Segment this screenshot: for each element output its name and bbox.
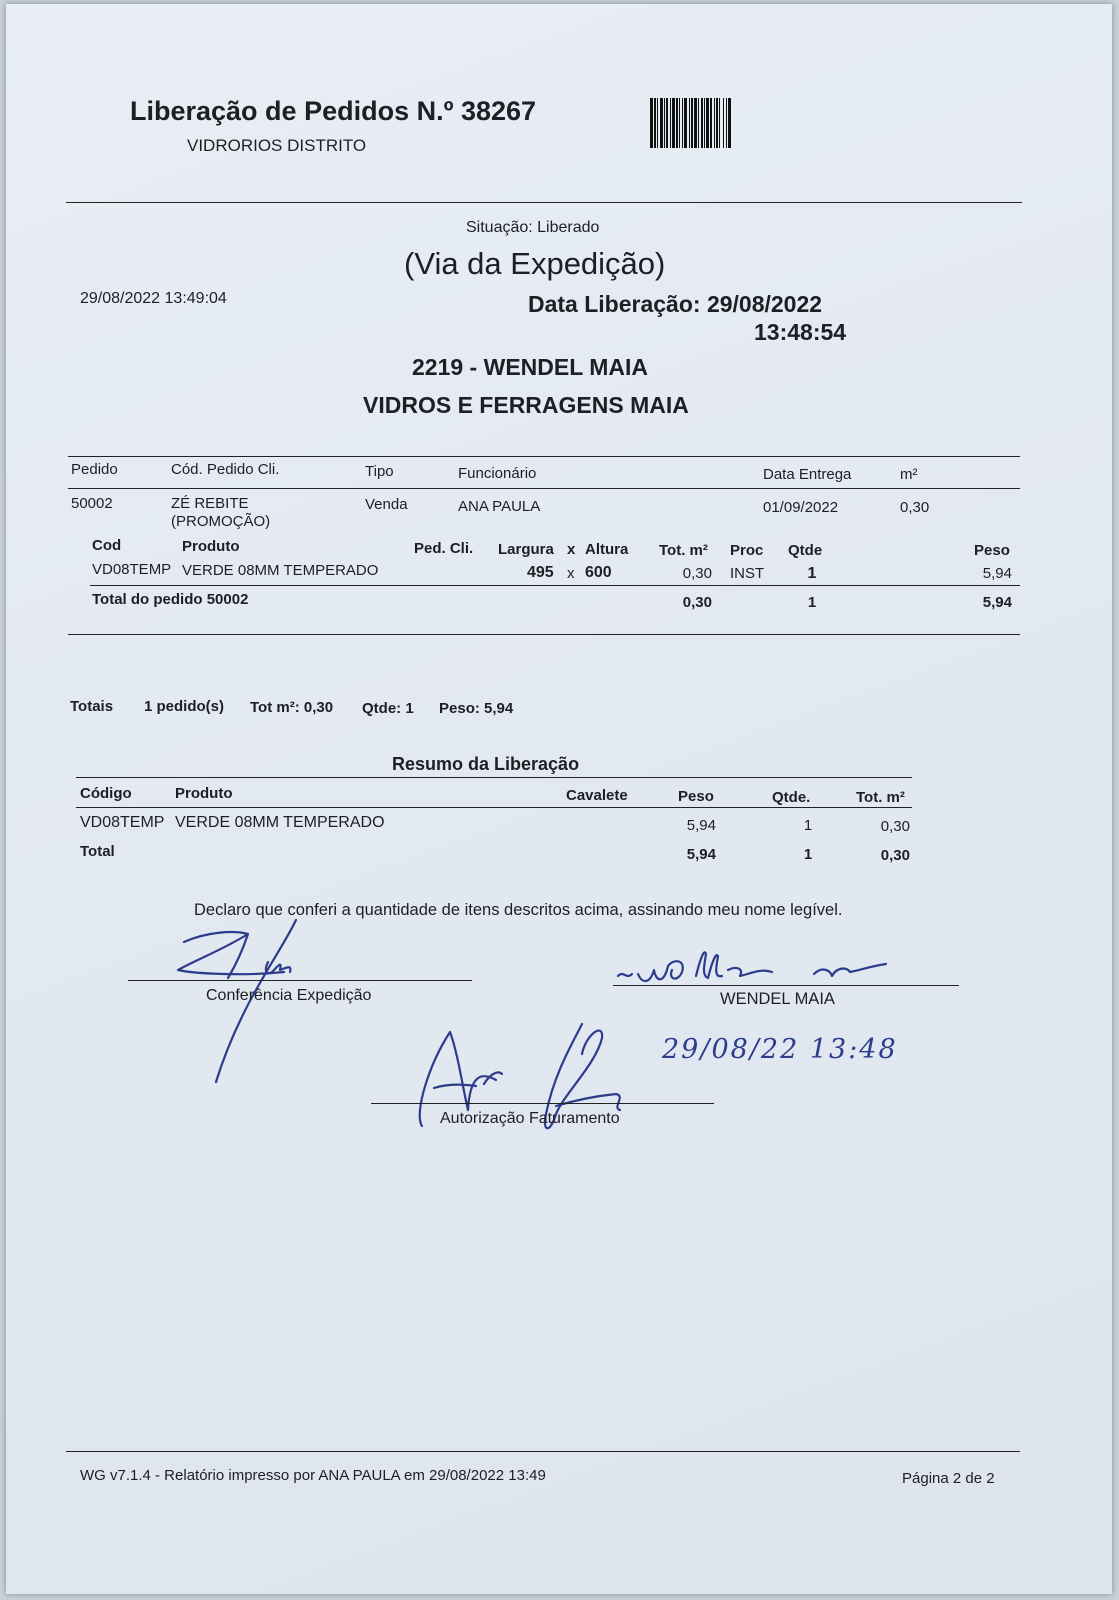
col-data-entrega-header: Data Entrega (763, 466, 852, 483)
item-code: VD08TEMP (92, 561, 172, 578)
order-table-top-line (68, 456, 1020, 457)
via-label: (Via da Expedição) (404, 246, 666, 281)
summary-row-product: VERDE 08MM TEMPERADO (175, 814, 385, 831)
order-total-qtde: 1 (807, 594, 817, 611)
conferencia-label: Conferência Expedição (206, 987, 372, 1004)
report-title: Liberação de Pedidos N.º 38267 (130, 96, 537, 126)
summary-col-peso-header: Peso (678, 788, 714, 805)
item-col-ped-cli-header: Ped. Cli. (414, 540, 474, 557)
order-header-line (68, 488, 1020, 489)
summary-row-tot-m2: 0,30 (880, 818, 910, 835)
summary-col-codigo-header: Código (80, 785, 132, 802)
order-client-code-promo: (PROMOÇÃO) (171, 513, 271, 530)
col-cod-pedido-cli-header: Cód. Pedido Cli. (171, 461, 280, 478)
client-name: 2219 - WENDEL MAIA (412, 354, 649, 380)
item-x: x (567, 565, 575, 582)
release-time: 13:48:54 (754, 319, 847, 345)
item-height: 600 (585, 564, 612, 581)
totals-label: Totais (70, 698, 114, 715)
item-proc: INST (730, 565, 765, 582)
report-page (6, 4, 1112, 1594)
summary-total-tot-m2: 0,30 (880, 847, 910, 864)
summary-col-cavalete-header: Cavalete (566, 787, 628, 804)
col-pedido-header: Pedido (71, 461, 118, 478)
order-employee: ANA PAULA (458, 498, 541, 515)
summary-row-code: VD08TEMP (80, 814, 165, 831)
summary-title: Resumo da Liberação (392, 754, 580, 774)
item-col-altura-header: Altura (585, 541, 629, 558)
order-total-m2: 0,30 (682, 594, 712, 611)
item-col-tot-m2-header: Tot. m² (659, 542, 708, 559)
situation-status: Situação: Liberado (466, 219, 600, 236)
order-delivery-date: 01/09/2022 (763, 499, 839, 516)
item-col-cod-header: Cod (92, 537, 122, 554)
company-name: VIDRORIOS DISTRITO (187, 136, 367, 155)
item-width: 495 (527, 564, 554, 581)
col-funcionario-header: Funcionário (458, 465, 537, 482)
footer-divider (66, 1451, 1020, 1452)
order-total-peso: 5,94 (982, 594, 1012, 611)
item-col-largura-header: Largura (498, 541, 554, 558)
item-peso: 5,94 (982, 565, 1012, 582)
declaration-text: Declaro que conferi a quantidade de itens descritos acima, assinando meu nome legível. (194, 901, 843, 919)
item-col-qtde-header: Qtde (788, 542, 823, 559)
release-date: Data Liberação: 29/08/2022 (528, 291, 823, 317)
summary-col-tot-m2-header: Tot. m² (856, 789, 905, 806)
summary-header-line (76, 807, 912, 808)
item-col-produto-header: Produto (182, 538, 240, 555)
item-total-line (90, 585, 1020, 586)
summary-total-label: Total (80, 843, 115, 860)
header-divider (66, 202, 1022, 203)
autorizacao-signature-line (371, 1103, 714, 1104)
item-col-proc-header: Proc (730, 542, 764, 559)
order-total-label: Total do pedido 50002 (92, 591, 249, 608)
totals-m2: Tot m²: 0,30 (250, 699, 334, 716)
item-col-x-header: x (567, 541, 576, 558)
summary-col-produto-header: Produto (175, 785, 233, 802)
summary-col-qtde-header: Qtde. (772, 789, 811, 806)
order-client-code: ZÉ REBITE (171, 495, 249, 512)
col-m2-header: m² (900, 466, 918, 483)
handwritten-date: 29/08/22 13:48 (662, 1034, 898, 1065)
totals-peso: Peso: 5,94 (439, 700, 514, 717)
cliente-name-label: WENDEL MAIA (720, 990, 835, 1008)
summary-total-peso: 5,94 (686, 846, 716, 863)
client-company: VIDROS E FERRAGENS MAIA (363, 392, 689, 418)
cliente-signature-line (613, 985, 959, 986)
barcode (650, 98, 822, 148)
item-tot-m2: 0,30 (682, 565, 712, 582)
footer-printed-by: WG v7.1.4 - Relatório impresso por ANA PAULA em 29/08/2022 13:49 (80, 1467, 546, 1484)
totals-qtde: Qtde: 1 (362, 700, 414, 717)
autorizacao-label: Autorização Faturamento (440, 1110, 620, 1127)
item-qtde: 1 (807, 565, 817, 582)
footer-page-number: Página 2 de 2 (902, 1470, 995, 1487)
totals-pedidos: 1 pedido(s) (144, 698, 225, 715)
summary-row-qtde: 1 (803, 817, 813, 834)
print-datetime: 29/08/2022 13:49:04 (80, 290, 227, 307)
summary-top-line (76, 777, 912, 778)
conferencia-signature-line (128, 980, 472, 981)
barcode-bar (728, 98, 731, 148)
summary-row-peso: 5,94 (686, 817, 716, 834)
signature-autorizacao (406, 1014, 646, 1164)
order-number: 50002 (71, 495, 113, 512)
item-product: VERDE 08MM TEMPERADO (182, 562, 379, 579)
item-col-peso-header: Peso (974, 542, 1010, 559)
summary-total-qtde: 1 (803, 846, 813, 863)
order-table-bottom-line (68, 634, 1020, 635)
order-type: Venda (365, 496, 408, 513)
order-m2: 0,30 (900, 499, 930, 516)
col-tipo-header: Tipo (365, 463, 394, 480)
